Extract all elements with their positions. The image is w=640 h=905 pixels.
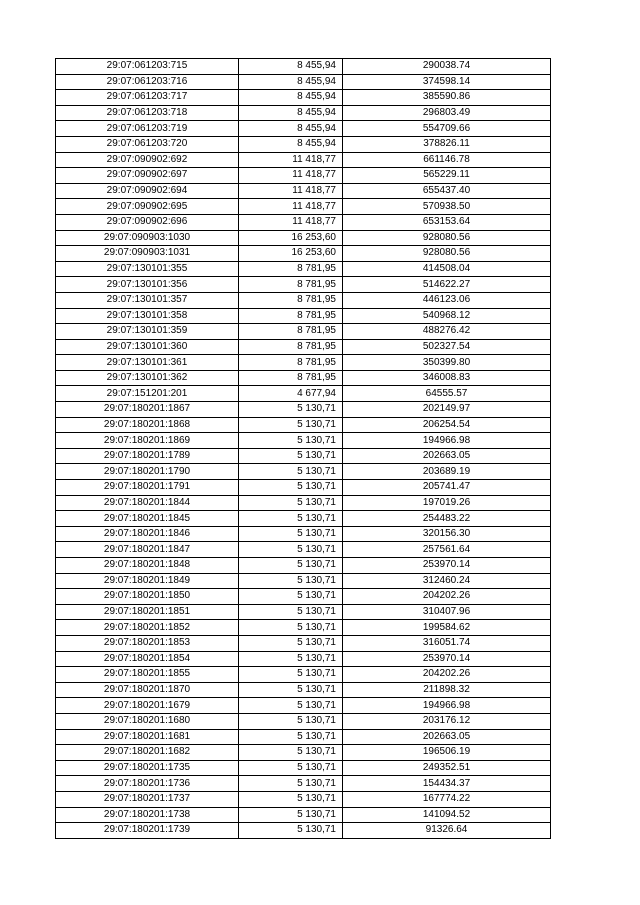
table-row — [56, 355, 551, 371]
value-cell: 928080.56 — [343, 230, 551, 246]
area-cell: 16 253,60 — [239, 230, 343, 246]
cadastral-number-cell: 29:07:180201:1867 — [56, 402, 239, 418]
value-cell: 91326.64 — [343, 823, 551, 839]
value-cell: 540968.12 — [343, 308, 551, 324]
value-cell: 203689.19 — [343, 464, 551, 480]
cadastral-number-cell: 29:07:180201:1735 — [56, 760, 239, 776]
value-cell: 928080.56 — [343, 246, 551, 262]
area-cell: 8 781,95 — [239, 277, 343, 293]
area-cell: 8 781,95 — [239, 292, 343, 308]
table-row — [56, 807, 551, 823]
table-row — [56, 635, 551, 651]
value-cell: 257561.64 — [343, 542, 551, 558]
table-row — [56, 791, 551, 807]
cadastral-number-cell: 29:07:180201:1739 — [56, 823, 239, 839]
table-row — [56, 339, 551, 355]
table-row — [56, 682, 551, 698]
cadastral-number-cell: 29:07:151201:201 — [56, 386, 239, 402]
table-row — [56, 136, 551, 152]
table-row — [56, 526, 551, 542]
cadastral-number-cell: 29:07:090903:1031 — [56, 246, 239, 262]
table-row — [56, 573, 551, 589]
cadastral-number-cell: 29:07:180201:1681 — [56, 729, 239, 745]
value-cell: 554709.66 — [343, 121, 551, 137]
table-row — [56, 308, 551, 324]
value-cell: 141094.52 — [343, 807, 551, 823]
table-row — [56, 402, 551, 418]
cadastral-number-cell: 29:07:180201:1851 — [56, 604, 239, 620]
area-cell: 5 130,71 — [239, 402, 343, 418]
value-cell: 653153.64 — [343, 214, 551, 230]
cadastral-number-cell: 29:07:180201:1870 — [56, 682, 239, 698]
value-cell: 197019.26 — [343, 495, 551, 511]
cadastral-number-cell: 29:07:180201:1790 — [56, 464, 239, 480]
value-cell: 655437.40 — [343, 183, 551, 199]
value-cell: 316051.74 — [343, 635, 551, 651]
value-cell: 167774.22 — [343, 791, 551, 807]
cadastral-number-cell: 29:07:061203:718 — [56, 105, 239, 121]
area-cell: 8 455,94 — [239, 90, 343, 106]
cadastral-number-cell: 29:07:130101:356 — [56, 277, 239, 293]
value-cell: 296803.49 — [343, 105, 551, 121]
table-row — [56, 74, 551, 90]
value-cell: 249352.51 — [343, 760, 551, 776]
cadastral-number-cell: 29:07:180201:1737 — [56, 791, 239, 807]
cadastral-number-cell: 29:07:180201:1682 — [56, 745, 239, 761]
area-cell: 8 455,94 — [239, 74, 343, 90]
table-row — [56, 121, 551, 137]
value-cell: 204202.26 — [343, 667, 551, 683]
value-cell: 202663.05 — [343, 729, 551, 745]
area-cell: 8 781,95 — [239, 339, 343, 355]
value-cell: 154434.37 — [343, 776, 551, 792]
area-cell: 5 130,71 — [239, 745, 343, 761]
cadastral-number-cell: 29:07:130101:355 — [56, 261, 239, 277]
area-cell: 8 455,94 — [239, 59, 343, 75]
value-cell: 502327.54 — [343, 339, 551, 355]
cadastral-number-cell: 29:07:180201:1789 — [56, 448, 239, 464]
cadastral-number-cell: 29:07:130101:358 — [56, 308, 239, 324]
table-row — [56, 558, 551, 574]
value-cell: 196506.19 — [343, 745, 551, 761]
area-cell: 8 781,95 — [239, 261, 343, 277]
table-row — [56, 433, 551, 449]
value-cell: 64555.57 — [343, 386, 551, 402]
value-cell: 253970.14 — [343, 651, 551, 667]
area-cell: 5 130,71 — [239, 651, 343, 667]
area-cell: 5 130,71 — [239, 495, 343, 511]
area-cell: 5 130,71 — [239, 464, 343, 480]
area-cell: 5 130,71 — [239, 526, 343, 542]
value-cell: 194966.98 — [343, 698, 551, 714]
value-cell: 661146.78 — [343, 152, 551, 168]
cadastral-number-cell: 29:07:180201:1847 — [56, 542, 239, 558]
value-cell: 414508.04 — [343, 261, 551, 277]
table-row — [56, 230, 551, 246]
cadastral-number-cell: 29:07:180201:1853 — [56, 635, 239, 651]
cadastral-number-cell: 29:07:090902:697 — [56, 168, 239, 184]
table-row — [56, 604, 551, 620]
table-row — [56, 105, 551, 121]
value-cell: 312460.24 — [343, 573, 551, 589]
cadastral-number-cell: 29:07:090902:694 — [56, 183, 239, 199]
area-cell: 5 130,71 — [239, 682, 343, 698]
table-row — [56, 589, 551, 605]
area-cell: 5 130,71 — [239, 480, 343, 496]
value-cell: 570938.50 — [343, 199, 551, 215]
cadastral-number-cell: 29:07:180201:1854 — [56, 651, 239, 667]
area-cell: 5 130,71 — [239, 417, 343, 433]
table-row — [56, 199, 551, 215]
value-cell: 202149.97 — [343, 402, 551, 418]
table-row — [56, 370, 551, 386]
value-cell: 565229.11 — [343, 168, 551, 184]
value-cell: 446123.06 — [343, 292, 551, 308]
table-row — [56, 729, 551, 745]
area-cell: 8 455,94 — [239, 136, 343, 152]
table-row — [56, 59, 551, 75]
area-cell: 8 455,94 — [239, 121, 343, 137]
area-cell: 5 130,71 — [239, 573, 343, 589]
value-cell: 253970.14 — [343, 558, 551, 574]
area-cell: 8 781,95 — [239, 324, 343, 340]
cadastral-number-cell: 29:07:180201:1849 — [56, 573, 239, 589]
value-cell: 254483.22 — [343, 511, 551, 527]
value-cell: 350399.80 — [343, 355, 551, 371]
table-row — [56, 776, 551, 792]
value-cell: 290038.74 — [343, 59, 551, 75]
cadastral-number-cell: 29:07:180201:1845 — [56, 511, 239, 527]
area-cell: 5 130,71 — [239, 791, 343, 807]
cadastral-number-cell: 29:07:180201:1680 — [56, 713, 239, 729]
area-cell: 5 130,71 — [239, 542, 343, 558]
area-cell: 5 130,71 — [239, 713, 343, 729]
cadastral-number-cell: 29:07:090902:692 — [56, 152, 239, 168]
value-cell: 203176.12 — [343, 713, 551, 729]
table-row — [56, 183, 551, 199]
area-cell: 8 781,95 — [239, 355, 343, 371]
table-row — [56, 386, 551, 402]
cadastral-number-cell: 29:07:180201:1679 — [56, 698, 239, 714]
table-row — [56, 417, 551, 433]
area-cell: 5 130,71 — [239, 698, 343, 714]
cadastral-number-cell: 29:07:061203:717 — [56, 90, 239, 106]
cadastral-number-cell: 29:07:090902:696 — [56, 214, 239, 230]
table-row — [56, 698, 551, 714]
area-cell: 11 418,77 — [239, 199, 343, 215]
value-cell: 320156.30 — [343, 526, 551, 542]
cadastral-number-cell: 29:07:180201:1855 — [56, 667, 239, 683]
table-row — [56, 464, 551, 480]
value-cell: 374598.14 — [343, 74, 551, 90]
cadastral-number-cell: 29:07:061203:720 — [56, 136, 239, 152]
area-cell: 4 677,94 — [239, 386, 343, 402]
cadastral-number-cell: 29:07:180201:1852 — [56, 620, 239, 636]
cadastral-number-cell: 29:07:180201:1791 — [56, 480, 239, 496]
value-cell: 211898.32 — [343, 682, 551, 698]
value-cell: 385590.86 — [343, 90, 551, 106]
area-cell: 8 781,95 — [239, 308, 343, 324]
cadastral-number-cell: 29:07:180201:1846 — [56, 526, 239, 542]
table-row — [56, 542, 551, 558]
area-cell: 5 130,71 — [239, 589, 343, 605]
area-cell: 11 418,77 — [239, 214, 343, 230]
area-cell: 5 130,71 — [239, 620, 343, 636]
value-cell: 310407.96 — [343, 604, 551, 620]
cadastral-number-cell: 29:07:180201:1848 — [56, 558, 239, 574]
table-row — [56, 651, 551, 667]
cadastral-number-cell: 29:07:061203:715 — [56, 59, 239, 75]
area-cell: 5 130,71 — [239, 667, 343, 683]
cadastral-number-cell: 29:07:130101:362 — [56, 370, 239, 386]
cadastral-number-cell: 29:07:180201:1738 — [56, 807, 239, 823]
cadastral-number-cell: 29:07:130101:357 — [56, 292, 239, 308]
cadastral-number-cell: 29:07:061203:719 — [56, 121, 239, 137]
cadastral-number-cell: 29:07:180201:1850 — [56, 589, 239, 605]
table-row — [56, 713, 551, 729]
table-row — [56, 448, 551, 464]
table-row — [56, 823, 551, 839]
cadastral-number-cell: 29:07:180201:1736 — [56, 776, 239, 792]
area-cell: 5 130,71 — [239, 604, 343, 620]
value-cell: 202663.05 — [343, 448, 551, 464]
area-cell: 11 418,77 — [239, 183, 343, 199]
value-cell: 206254.54 — [343, 417, 551, 433]
cadastral-number-cell: 29:07:090902:695 — [56, 199, 239, 215]
table-row — [56, 511, 551, 527]
area-cell: 8 781,95 — [239, 370, 343, 386]
area-cell: 5 130,71 — [239, 448, 343, 464]
cadastral-number-cell: 29:07:130101:361 — [56, 355, 239, 371]
area-cell: 5 130,71 — [239, 760, 343, 776]
value-cell: 488276.42 — [343, 324, 551, 340]
table-row — [56, 277, 551, 293]
table-row — [56, 246, 551, 262]
table-row — [56, 620, 551, 636]
area-cell: 16 253,60 — [239, 246, 343, 262]
value-cell: 346008.83 — [343, 370, 551, 386]
table-row — [56, 745, 551, 761]
table-row — [56, 214, 551, 230]
cadastral-number-cell: 29:07:061203:716 — [56, 74, 239, 90]
value-cell: 514622.27 — [343, 277, 551, 293]
area-cell: 5 130,71 — [239, 729, 343, 745]
area-cell: 11 418,77 — [239, 168, 343, 184]
table-row — [56, 168, 551, 184]
table-row — [56, 292, 551, 308]
area-cell: 5 130,71 — [239, 433, 343, 449]
area-cell: 5 130,71 — [239, 776, 343, 792]
cadastral-number-cell: 29:07:180201:1869 — [56, 433, 239, 449]
value-cell: 199584.62 — [343, 620, 551, 636]
area-cell: 11 418,77 — [239, 152, 343, 168]
area-cell: 5 130,71 — [239, 558, 343, 574]
value-cell: 204202.26 — [343, 589, 551, 605]
value-cell: 205741.47 — [343, 480, 551, 496]
cadastral-number-cell: 29:07:090903:1030 — [56, 230, 239, 246]
table-row — [56, 324, 551, 340]
data-table — [55, 58, 551, 839]
table-row — [56, 152, 551, 168]
cadastral-number-cell: 29:07:180201:1868 — [56, 417, 239, 433]
table-body — [56, 59, 551, 839]
area-cell: 8 455,94 — [239, 105, 343, 121]
area-cell: 5 130,71 — [239, 635, 343, 651]
area-cell: 5 130,71 — [239, 823, 343, 839]
table-row — [56, 667, 551, 683]
value-cell: 194966.98 — [343, 433, 551, 449]
area-cell: 5 130,71 — [239, 511, 343, 527]
cadastral-number-cell: 29:07:130101:360 — [56, 339, 239, 355]
table-row — [56, 495, 551, 511]
table-row — [56, 261, 551, 277]
value-cell: 378826.11 — [343, 136, 551, 152]
cadastral-number-cell: 29:07:180201:1844 — [56, 495, 239, 511]
cadastral-number-cell: 29:07:130101:359 — [56, 324, 239, 340]
area-cell: 5 130,71 — [239, 807, 343, 823]
table-row — [56, 480, 551, 496]
table-row — [56, 760, 551, 776]
table-row — [56, 90, 551, 106]
